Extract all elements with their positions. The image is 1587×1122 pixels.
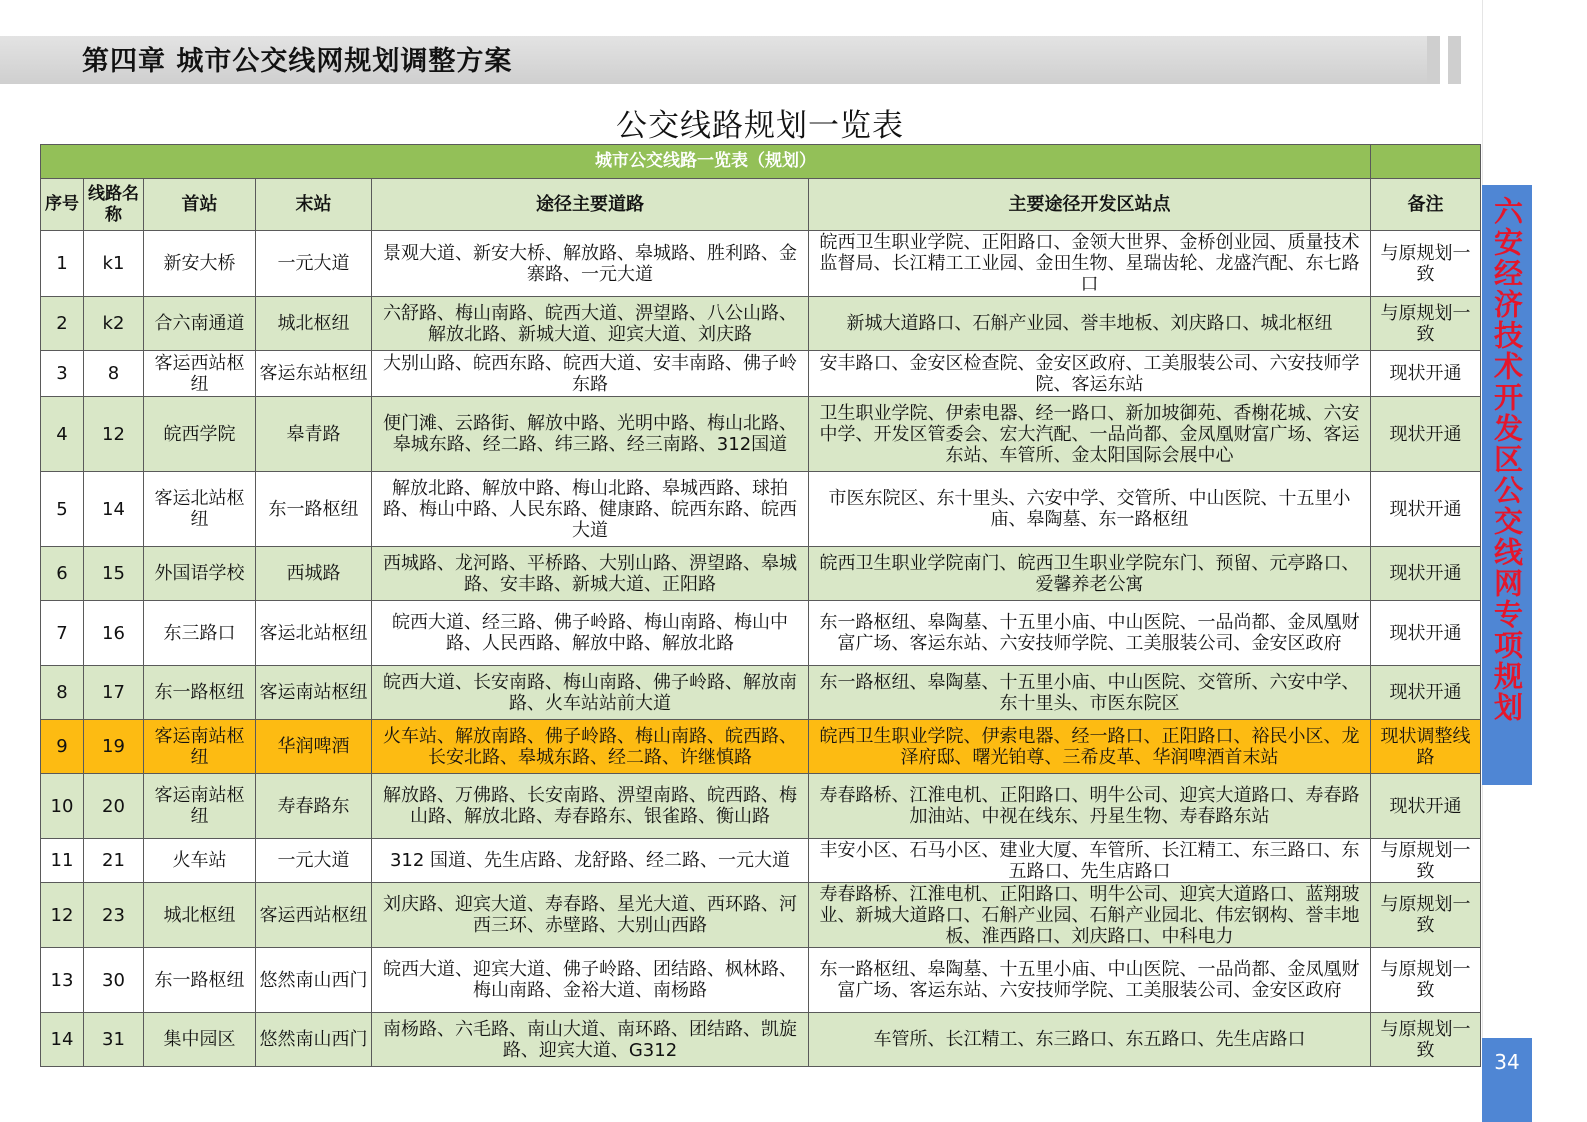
cell-roads: 六舒路、梅山南路、皖西大道、淠望路、八公山路、解放北路、新城大道、迎宾大道、刘庆路 <box>372 297 809 351</box>
cell-note: 现状开通 <box>1371 601 1481 666</box>
cell-roads: 皖西大道、长安南路、梅山南路、佛子岭路、解放南路、火车站站前大道 <box>372 666 809 720</box>
table-row <box>41 297 1481 351</box>
cell-start: 客运西站枢纽 <box>144 351 256 397</box>
cell-line: k1 <box>84 231 144 297</box>
cell-start: 外国语学校 <box>144 547 256 601</box>
cell-start: 客运南站枢纽 <box>144 774 256 839</box>
cell-end: 客运北站枢纽 <box>256 601 372 666</box>
cell-seq: 10 <box>41 774 84 839</box>
cell-roads: 皖西大道、迎宾大道、佛子岭路、团结路、枫林路、梅山南路、金裕大道、南杨路 <box>372 948 809 1013</box>
table-row <box>41 231 1481 297</box>
cell-note: 现状开通 <box>1371 774 1481 839</box>
cell-start: 集中园区 <box>144 1013 256 1067</box>
cell-note: 与原规划一致 <box>1371 231 1481 297</box>
header-note: 备注 <box>1371 179 1481 231</box>
cell-line: 19 <box>84 720 144 774</box>
cell-end: 一元大道 <box>256 839 372 883</box>
header-seq: 序号 <box>41 179 84 231</box>
cell-start: 客运南站枢纽 <box>144 720 256 774</box>
cell-roads: 皖西大道、经三路、佛子岭路、梅山南路、梅山中路、人民西路、解放中路、解放北路 <box>372 601 809 666</box>
cell-end: 客运南站枢纽 <box>256 666 372 720</box>
cell-end: 寿春路东 <box>256 774 372 839</box>
cell-roads: 解放路、万佛路、长安南路、淠望南路、皖西路、梅山路、解放北路、寿春路东、银雀路、衡山路 <box>372 774 809 839</box>
table-row <box>41 839 1481 883</box>
cell-end: 华润啤酒 <box>256 720 372 774</box>
header-stops: 主要途径开发区站点 <box>809 179 1371 231</box>
cell-stops: 丰安小区、石马小区、建业大厦、车管所、长江精工、东三路口、东五路口、先生店路口 <box>809 839 1371 883</box>
cell-note: 现状调整线路 <box>1371 720 1481 774</box>
table-row <box>41 883 1481 948</box>
cell-end: 悠然南山西门 <box>256 948 372 1013</box>
cell-roads: 刘庆路、迎宾大道、寿春路、星光大道、西环路、河西三环、赤壁路、大别山西路 <box>372 883 809 948</box>
cell-seq: 4 <box>41 397 84 472</box>
cell-start: 新安大桥 <box>144 231 256 297</box>
cell-line: 12 <box>84 397 144 472</box>
table-caption-empty-cell <box>1371 145 1481 179</box>
cell-end: 客运东站枢纽 <box>256 351 372 397</box>
table-caption-row <box>41 145 1481 179</box>
cell-roads: 解放北路、解放中路、梅山北路、皋城西路、球拍路、梅山中路、人民东路、健康路、皖西东路、皖西大道 <box>372 472 809 547</box>
header-decor-bar <box>1448 36 1461 84</box>
cell-note: 与原规划一致 <box>1371 297 1481 351</box>
cell-line: 23 <box>84 883 144 948</box>
cell-seq: 8 <box>41 666 84 720</box>
cell-stops: 寿春路桥、江淮电机、正阳路口、明牛公司、迎宾大道路口、寿春路加油站、中视在线东、丹星生物、寿春路东站 <box>809 774 1371 839</box>
cell-start: 东一路枢纽 <box>144 948 256 1013</box>
cell-stops: 东一路枢纽、皋陶墓、十五里小庙、中山医院、一品尚都、金凤凰财富广场、客运东站、六安技师学院、工美服装公司、金安区政府 <box>809 948 1371 1013</box>
cell-note: 现状开通 <box>1371 397 1481 472</box>
cell-start: 皖西学院 <box>144 397 256 472</box>
cell-stops: 东一路枢纽、皋陶墓、十五里小庙、中山医院、交管所、六安中学、东十里头、市医东院区 <box>809 666 1371 720</box>
cell-end: 城北枢纽 <box>256 297 372 351</box>
table-row <box>41 397 1481 472</box>
table-row <box>41 720 1481 774</box>
cell-seq: 3 <box>41 351 84 397</box>
cell-stops: 东一路枢纽、皋陶墓、十五里小庙、中山医院、一品尚都、金凤凰财富广场、客运东站、六安技师学院、工美服装公司、金安区政府 <box>809 601 1371 666</box>
table-caption: 城市公交线路一览表（规划） <box>41 145 1371 179</box>
cell-line: 31 <box>84 1013 144 1067</box>
cell-roads: 便门滩、云路街、解放中路、光明中路、梅山北路、皋城东路、经二路、纬三路、经三南路、312国道 <box>372 397 809 472</box>
cell-roads: 大别山路、皖西东路、皖西大道、安丰南路、佛子岭东路 <box>372 351 809 397</box>
cell-end: 皋青路 <box>256 397 372 472</box>
cell-seq: 11 <box>41 839 84 883</box>
cell-line: 17 <box>84 666 144 720</box>
cell-stops: 新城大道路口、石斛产业园、誉丰地板、刘庆路口、城北枢纽 <box>809 297 1371 351</box>
side-vertical-title: 六安经济技术开发区公交线网专项规划 <box>1490 196 1524 723</box>
cell-stops: 寿春路桥、江淮电机、正阳路口、明牛公司、迎宾大道路口、蓝翔玻业、新城大道路口、石斛产业园、石斛产业园北、伟宏钢构、誉丰地板、淮西路口、刘庆路口、中科电力 <box>809 883 1371 948</box>
header-decor-bar <box>1427 36 1440 84</box>
cell-end: 东一路枢纽 <box>256 472 372 547</box>
table-header-row <box>41 179 1481 231</box>
cell-note: 与原规划一致 <box>1371 1013 1481 1067</box>
cell-line: 8 <box>84 351 144 397</box>
cell-start: 火车站 <box>144 839 256 883</box>
cell-start: 城北枢纽 <box>144 883 256 948</box>
chapter-title: 第四章 城市公交线网规划调整方案 <box>82 46 513 77</box>
cell-note: 现状开通 <box>1371 351 1481 397</box>
page-number: 34 <box>1494 1050 1520 1074</box>
cell-seq: 6 <box>41 547 84 601</box>
table-row <box>41 948 1481 1013</box>
document-title: 公交线路规划一览表 <box>616 108 904 144</box>
table-row <box>41 666 1481 720</box>
cell-note: 现状开通 <box>1371 666 1481 720</box>
table-row <box>41 1013 1481 1067</box>
cell-line: 30 <box>84 948 144 1013</box>
header-line: 线路名称 <box>84 179 144 231</box>
table-row <box>41 601 1481 666</box>
cell-end: 西城路 <box>256 547 372 601</box>
cell-start: 东一路枢纽 <box>144 666 256 720</box>
cell-end: 一元大道 <box>256 231 372 297</box>
cell-seq: 1 <box>41 231 84 297</box>
cell-stops: 皖西卫生职业学院、伊索电器、经一路口、正阳路口、裕民小区、龙泽府邸、曙光铂尊、三希皮革、华润啤酒首末站 <box>809 720 1371 774</box>
cell-line: 20 <box>84 774 144 839</box>
cell-note: 与原规划一致 <box>1371 883 1481 948</box>
cell-note: 现状开通 <box>1371 472 1481 547</box>
cell-stops: 卫生职业学院、伊索电器、经一路口、新加坡御苑、香榭花城、六安中学、开发区管委会、宏大汽配、一品尚都、金凤凰财富广场、客运东站、车管所、金太阳国际会展中心 <box>809 397 1371 472</box>
cell-note: 与原规划一致 <box>1371 839 1481 883</box>
cell-line: 16 <box>84 601 144 666</box>
cell-start: 客运北站枢纽 <box>144 472 256 547</box>
cell-line: 14 <box>84 472 144 547</box>
cell-seq: 5 <box>41 472 84 547</box>
cell-roads: 火车站、解放南路、佛子岭路、梅山南路、皖西路、长安北路、皋城东路、经二路、许继慎路 <box>372 720 809 774</box>
cell-note: 现状开通 <box>1371 547 1481 601</box>
cell-seq: 14 <box>41 1013 84 1067</box>
cell-end: 悠然南山西门 <box>256 1013 372 1067</box>
cell-end: 客运西站枢纽 <box>256 883 372 948</box>
cell-stops: 安丰路口、金安区检查院、金安区政府、工美服装公司、六安技师学院、客运东站 <box>809 351 1371 397</box>
table-row <box>41 547 1481 601</box>
cell-line: 15 <box>84 547 144 601</box>
cell-stops: 市医东院区、东十里头、六安中学、交管所、中山医院、十五里小庙、皋陶墓、东一路枢纽 <box>809 472 1371 547</box>
table-row <box>41 351 1481 397</box>
cell-seq: 12 <box>41 883 84 948</box>
cell-seq: 9 <box>41 720 84 774</box>
cell-roads: 312 国道、先生店路、龙舒路、经二路、一元大道 <box>372 839 809 883</box>
header-start: 首站 <box>144 179 256 231</box>
cell-start: 合六南通道 <box>144 297 256 351</box>
cell-start: 东三路口 <box>144 601 256 666</box>
cell-seq: 7 <box>41 601 84 666</box>
cell-roads: 西城路、龙河路、平桥路、大别山路、淠望路、皋城路、安丰路、新城大道、正阳路 <box>372 547 809 601</box>
cell-stops: 车管所、长江精工、东三路口、东五路口、先生店路口 <box>809 1013 1371 1067</box>
cell-line: 21 <box>84 839 144 883</box>
cell-stops: 皖西卫生职业学院、正阳路口、金领大世界、金桥创业园、质量技术监督局、长江精工工业园、金田生物、星瑞齿轮、龙盛汽配、东七路口 <box>809 231 1371 297</box>
cell-stops: 皖西卫生职业学院南门、皖西卫生职业学院东门、预留、元亭路口、爱馨养老公寓 <box>809 547 1371 601</box>
cell-seq: 13 <box>41 948 84 1013</box>
bus-routes-table <box>40 144 1481 1067</box>
header-roads: 途径主要道路 <box>372 179 809 231</box>
cell-roads: 南杨路、六毛路、南山大道、南环路、团结路、凯旋路、迎宾大道、G312 <box>372 1013 809 1067</box>
cell-seq: 2 <box>41 297 84 351</box>
table-row <box>41 774 1481 839</box>
cell-note: 与原规划一致 <box>1371 948 1481 1013</box>
cell-line: k2 <box>84 297 144 351</box>
cell-roads: 景观大道、新安大桥、解放路、皋城路、胜利路、金寨路、一元大道 <box>372 231 809 297</box>
table-row <box>41 472 1481 547</box>
header-end: 末站 <box>256 179 372 231</box>
